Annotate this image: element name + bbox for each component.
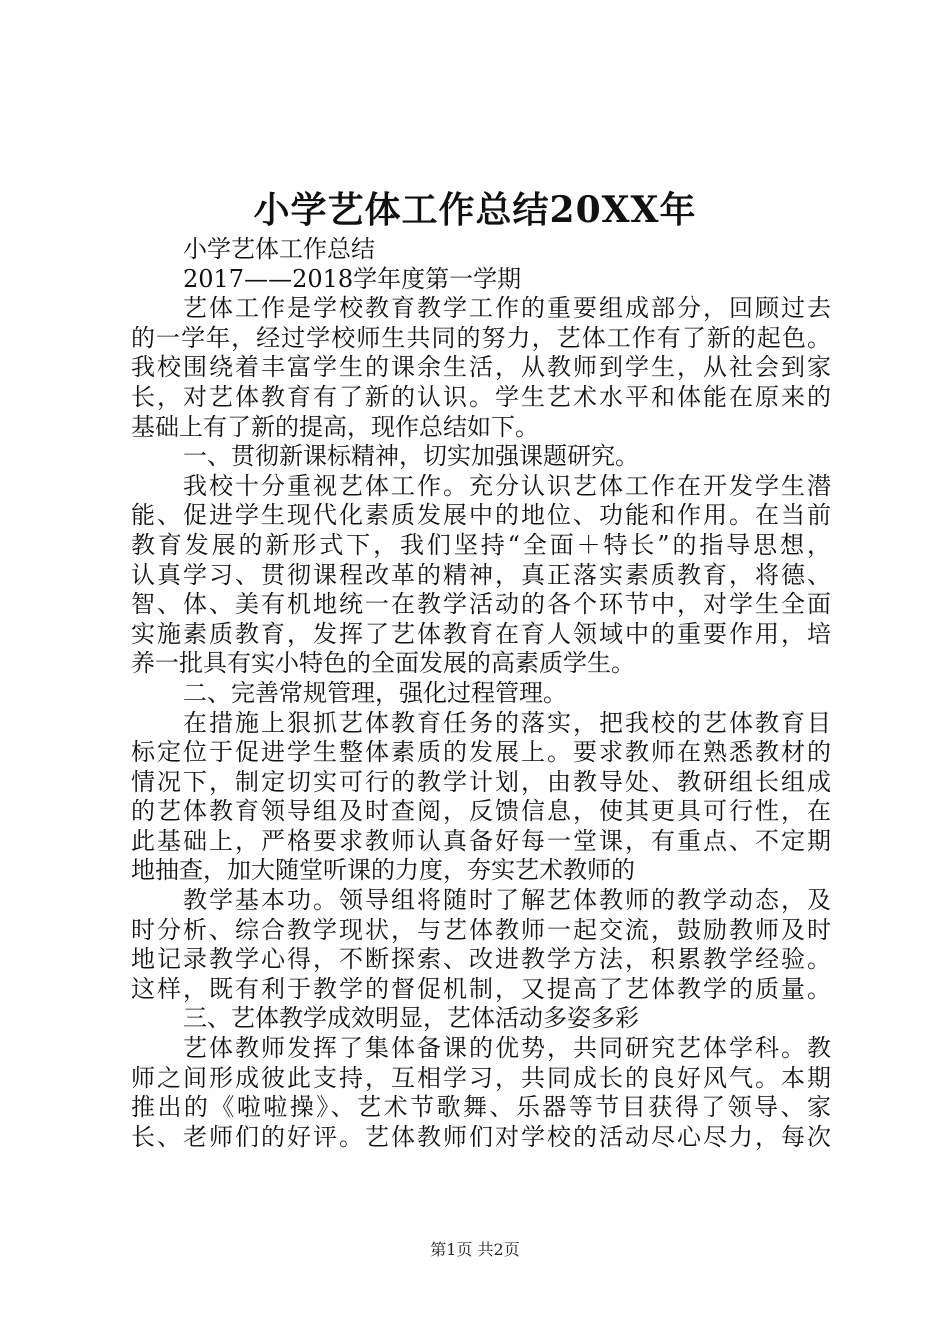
text-line: 地抽查，加大随堂听课的力度，夯实艺术教师的: [131, 856, 635, 885]
text-line: 教育发展的新形式下，我们坚持“全面＋特长”的指导思想，: [131, 530, 831, 559]
text-line: 能、促进学生现代化素质发展中的地位、功能和作用。在当前: [131, 501, 831, 530]
text-line: 小学艺体工作总结: [183, 235, 375, 263]
text-line: 这样，既有利于教学的督促机制，又提高了艺体教学的质量。: [131, 974, 831, 1003]
section-heading: 一、贯彻新课标精神，切实加强课题研究。: [183, 442, 639, 471]
text-line: 在措施上狠抓艺体教育任务的落实，把我校的艺体教育目: [183, 708, 831, 737]
text-line: 实施素质教育，发挥了艺体教育在育人领域中的重要作用，培: [131, 619, 831, 648]
text-line: 艺体工作是学校教育教学工作的重要组成部分，回顾过去: [183, 294, 831, 323]
text-line: 基础上有了新的提高，现作总结如下。: [131, 412, 539, 441]
text-line: 的一学年，经过学校师生共同的努力，艺体工作有了新的起色。: [131, 323, 831, 352]
text-line: 认真学习、贯彻课程改革的精神，真正落实素质教育，将德、: [131, 560, 831, 589]
section-heading: 二、完善常规管理，强化过程管理。: [183, 678, 567, 707]
text-line: 2017——2018学年度第一学期: [183, 264, 522, 293]
text-line: 智、体、美有机地统一在教学活动的各个环节中，对学生全面: [131, 590, 831, 619]
text-line: 教学基本功。领导组将随时了解艺体教师的教学动态，及: [183, 886, 831, 915]
text-line: 我校十分重视艺体工作。充分认识艺体工作在开发学生潜: [183, 471, 831, 500]
text-line: 长、老师们的好评。艺体教师们对学校的活动尽心尽力，每次: [131, 1122, 831, 1151]
text-line: 地记录教学心得，不断探索、改进教学方法，积累教学经验。: [131, 945, 831, 974]
text-line: 艺体教师发挥了集体备课的优势，共同研究艺体学科。教: [183, 1034, 831, 1063]
document-body: [131, 235, 831, 1152]
text-line: 情况下，制定切实可行的教学计划，由教导处、教研组长组成: [131, 767, 831, 796]
text-line: 的艺体教育领导组及时查阅，反馈信息，使其更具可行性，在: [131, 797, 831, 826]
page-number-footer: 第1页 共2页: [430, 1240, 520, 1259]
text-line: 此基础上，严格要求教师认真备好每一堂课，有重点、不定期: [131, 826, 831, 855]
section-heading: 三、艺体教学成效明显，艺体活动多姿多彩: [183, 1004, 639, 1033]
document-title: 小学艺体工作总结20XX年: [253, 189, 697, 231]
text-line: 养一批具有实小特色的全面发展的高素质学生。: [131, 649, 635, 678]
text-line: 长，对艺体教育有了新的认识。学生艺术水平和体能在原来的: [131, 382, 831, 411]
text-line: 师之间形成彼此支持，互相学习，共同成长的良好风气。本期: [131, 1063, 831, 1092]
text-line: 标定位于促进学生整体素质的发展上。要求教师在熟悉教材的: [131, 738, 831, 767]
text-line: 推出的《啦啦操》、艺术节歌舞、乐器等节目获得了领导、家: [131, 1093, 831, 1122]
text-line: 时分析、综合教学现状，与艺体教师一起交流，鼓励教师及时: [131, 915, 831, 944]
text-line: 我校围绕着丰富学生的课余生活，从教师到学生，从社会到家: [131, 353, 831, 382]
